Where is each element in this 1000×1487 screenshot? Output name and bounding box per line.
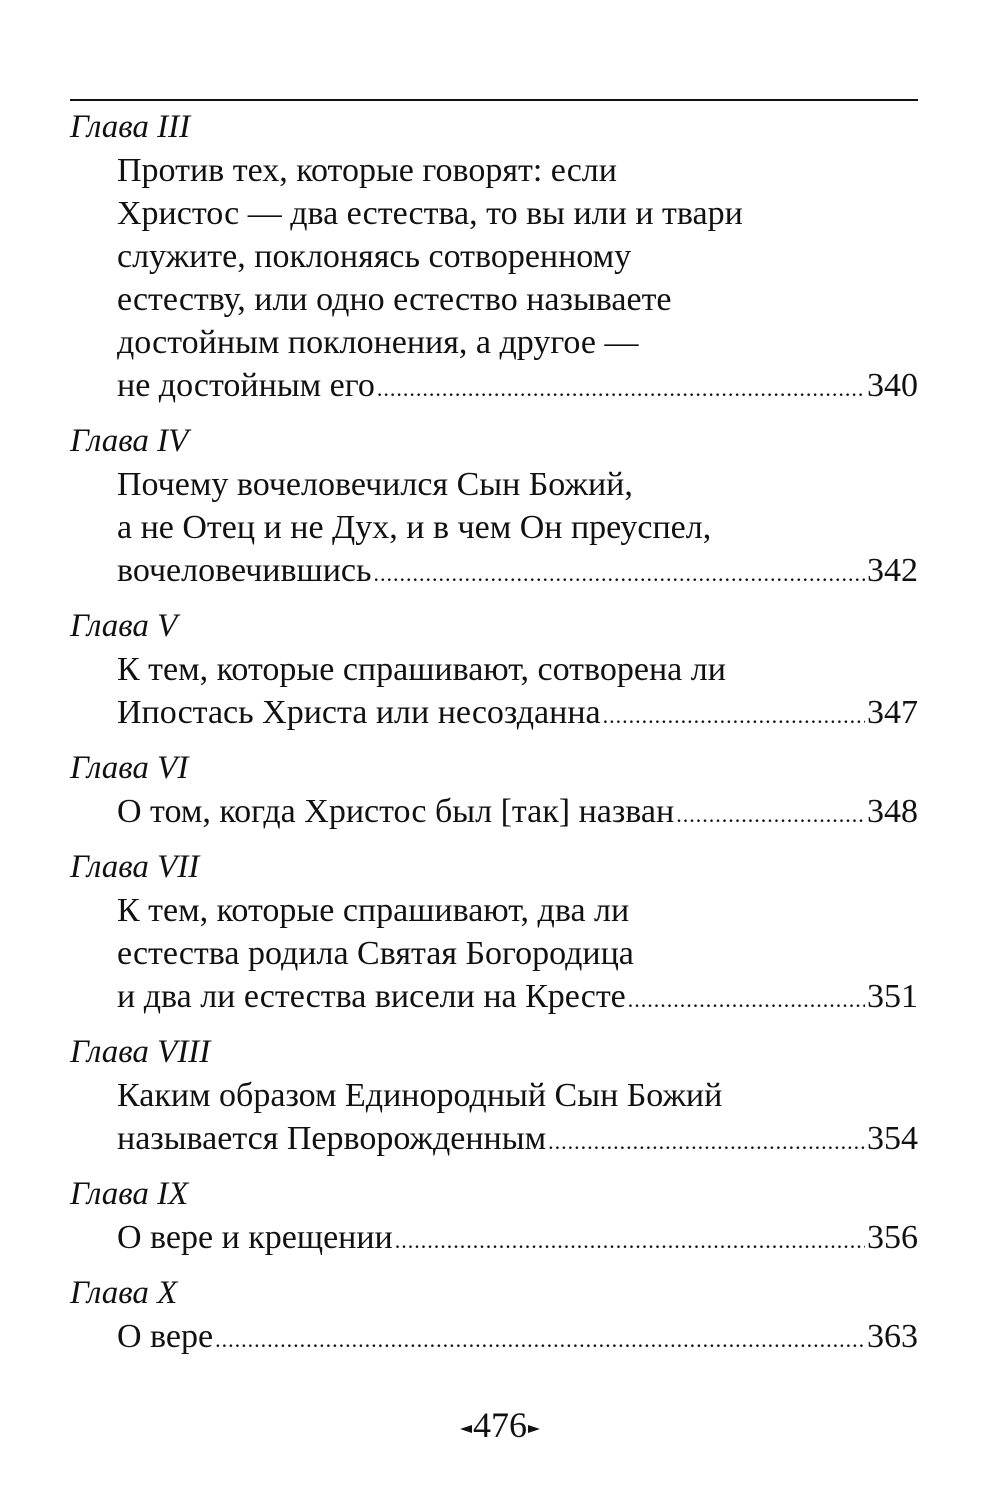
chapter-heading: Глава V — [70, 608, 178, 644]
chapter-heading: Глава VII — [70, 849, 200, 885]
toc-entry — [70, 1031, 918, 1160]
chapter-title-line: естеству, или одно естество называете — [117, 281, 672, 318]
toc-entry — [70, 605, 918, 734]
page-reference: 356 — [867, 1219, 918, 1256]
chapter-title-line: служите, поклоняясь сотворенному — [117, 238, 632, 275]
chapter-heading: Глава IV — [70, 423, 189, 459]
chapter-title-text: вочеловечившись — [117, 552, 372, 589]
dot-leader — [603, 691, 865, 737]
dot-leader — [215, 1315, 865, 1361]
page-number: 476 — [0, 1404, 1000, 1447]
chapter-title-line — [70, 975, 918, 1018]
dot-leader — [548, 1117, 865, 1163]
chapter-title-line: Почему вочеловечился Сын Божий, — [117, 466, 633, 503]
page-reference: 351 — [867, 978, 918, 1015]
chapter-title-line — [70, 790, 918, 833]
chapter-heading: Глава IX — [70, 1176, 189, 1212]
toc-entry — [70, 1173, 918, 1259]
table-of-contents — [70, 106, 918, 1371]
dot-leader — [676, 790, 865, 836]
top-rule — [70, 99, 918, 101]
page-reference: 354 — [867, 1120, 918, 1157]
chapter-title-line: Против тех, которые говорят: если — [117, 152, 617, 189]
dot-leader — [395, 1216, 865, 1262]
right-ornament-icon — [528, 1425, 540, 1433]
chapter-title-line: а не Отец и не Дух, и в чем Он преуспел, — [117, 509, 712, 546]
chapter-title-line: К тем, которые спрашивают, сотворена ли — [117, 651, 726, 688]
chapter-heading: Глава X — [70, 1275, 178, 1311]
page-reference: 340 — [867, 367, 918, 404]
chapter-title-line: естества родила Святая Богородица — [117, 935, 634, 972]
chapter-title-line — [70, 1117, 918, 1160]
chapter-title-line — [70, 1216, 918, 1259]
chapter-title-text: О вере — [117, 1318, 214, 1355]
chapter-title-line: достойным поклонения, а другое — — [117, 324, 639, 361]
left-ornament-icon — [460, 1425, 472, 1433]
chapter-title-text: О том, когда Христос был [так] назван — [117, 793, 675, 830]
chapter-heading: Глава VIII — [70, 1034, 211, 1070]
chapter-title-line — [70, 691, 918, 734]
page-reference: 348 — [867, 793, 918, 830]
page-reference: 342 — [867, 552, 918, 589]
toc-entry — [70, 747, 918, 833]
chapter-title-text: Ипостась Христа или несозданна — [117, 694, 601, 731]
chapter-title-text: называется Перворожденным — [117, 1120, 547, 1157]
toc-entry — [70, 846, 918, 1018]
toc-entry — [70, 420, 918, 592]
chapter-title-line: Христос — два естества, то вы или и твари — [117, 195, 743, 232]
chapter-title-line — [70, 364, 918, 407]
toc-entry — [70, 1272, 918, 1358]
chapter-title-line — [70, 549, 918, 592]
chapter-title-line — [70, 1315, 918, 1358]
page-reference: 363 — [867, 1318, 918, 1355]
dot-leader — [374, 549, 865, 595]
dot-leader — [628, 975, 865, 1021]
dot-leader — [377, 364, 865, 410]
chapter-title-text: не достойным его — [117, 367, 375, 404]
page-reference: 347 — [867, 694, 918, 731]
chapter-title-line: К тем, которые спрашивают, два ли — [117, 892, 630, 929]
chapter-title-text: О вере и крещении — [117, 1219, 393, 1256]
chapter-title-line: Каким образом Единородный Сын Божий — [117, 1077, 723, 1114]
chapter-title-text: и два ли естества висели на Кресте — [117, 978, 626, 1015]
chapter-heading: Глава VI — [70, 750, 189, 786]
chapter-heading: Глава III — [70, 109, 191, 145]
toc-entry — [70, 106, 918, 407]
